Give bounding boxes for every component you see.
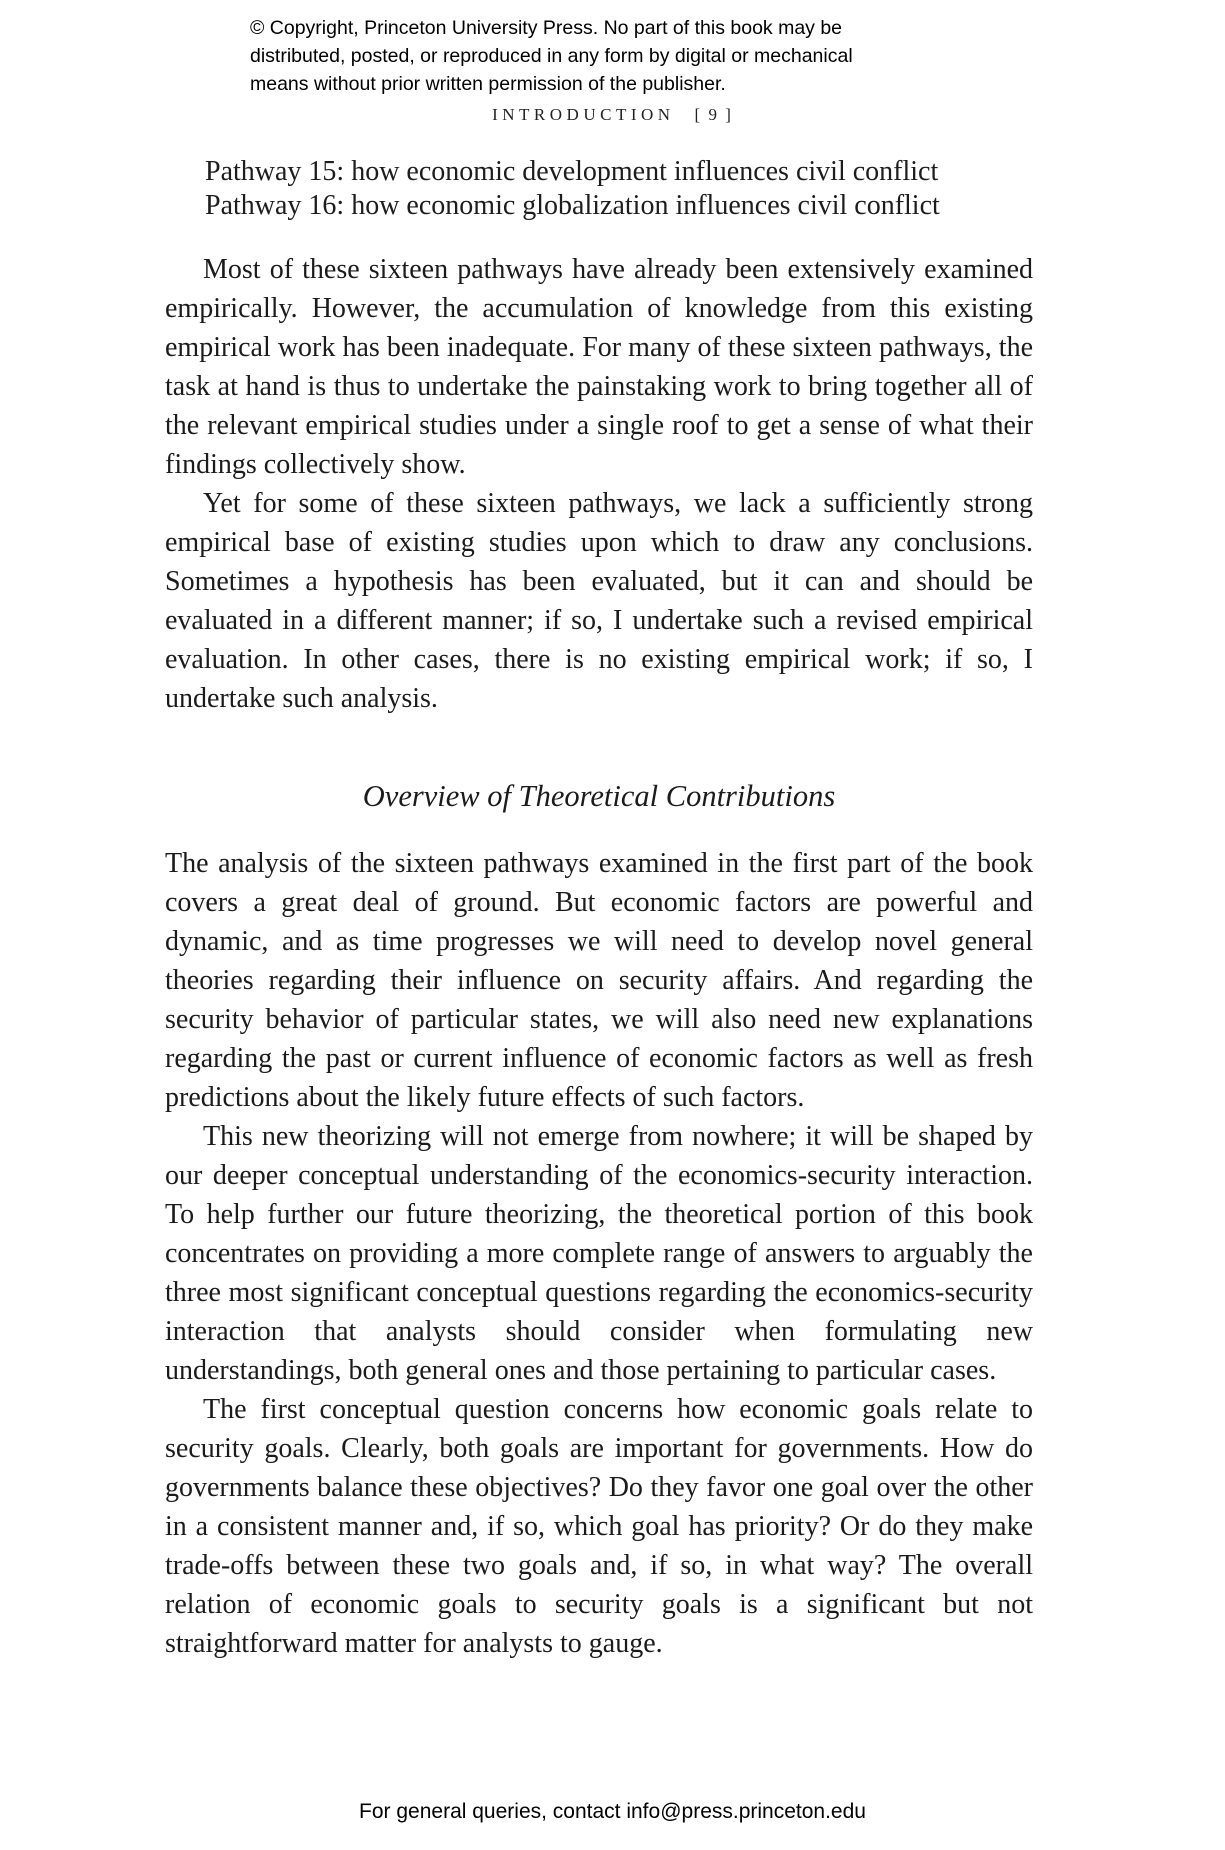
copyright-notice <box>250 14 1225 98</box>
page-number: [ 9 ] <box>694 105 733 124</box>
copyright-line: distributed, posted, or reproduced in any form by digital or mechanical <box>250 45 853 67</box>
text-column <box>165 155 1033 1663</box>
paragraphs-after-heading <box>165 844 1033 1663</box>
copyright-line: © Copyright, Princeton University Press. No part of this book may be <box>250 17 843 39</box>
paragraph: Most of these sixteen pathways have already been extensively examined empirically. However, the accumulation of knowledge from this existing empirical work has been inadequate. For many of these sixteen pathways, the task at hand is thus to undertake the painstaking work to bring together all of the relevant empirical studies under a single roof to get a sense of what their findings collectively show. <box>165 254 1033 480</box>
paragraph: This new theorizing will not emerge from nowhere; it will be shaped by our deeper conceptual understanding of the economics-security interaction. To help further our future theorizing, the theoretical portion of this book concentrates on providing a more complete range of answers to arguably the three most significant conceptual questions regarding the economics-security interaction that analysts should consider when formulating new understandings, both general ones and those pertaining to particular cases. <box>165 1121 1033 1386</box>
running-head <box>0 105 1225 125</box>
running-head-title: INTRODUCTION <box>492 105 675 124</box>
pathway-list <box>165 155 1033 223</box>
copyright-line: means without prior written permission of the publisher. <box>250 73 726 95</box>
paragraphs-before-heading <box>165 250 1033 718</box>
paragraph: The analysis of the sixteen pathways examined in the first part of the book covers a great deal of ground. But economic factors are powerful and dynamic, and as time progresses we will need to develop novel general theories regarding their influence on security affairs. And regarding the security behavior of particular states, we will also need new explanations regarding the past or current influence of economic factors as well as fresh predictions about the likely future effects of such factors. <box>165 848 1033 1113</box>
pathway-item: Pathway 15: how economic development influences civil conflict <box>205 156 939 187</box>
paragraph: The first conceptual question concerns how economic goals relate to security goals. Clearly, both goals are important for governments. How do governments balance these objectives? Do they favor one goal over the other in a consistent manner and, if so, which goal has priority? Or do they make trade-offs between these two goals and, if so, in what way? The overall relation of economic goals to security goals is a significant but not straightforward matter for analysts to gauge. <box>165 1394 1033 1659</box>
paragraph: Yet for some of these sixteen pathways, we lack a sufficiently strong empirical base of existing studies upon which to draw any conclusions. Sometimes a hypothesis has been evaluated, but it can and should be evaluated in a different manner; if so, I undertake such a revised empirical evaluation. In other cases, there is no existing empirical work; if so, I undertake such analysis. <box>165 488 1033 714</box>
footer-query-note: For general queries, contact info@press.princeton.edu <box>359 1800 866 1823</box>
pathway-item: Pathway 16: how economic globalization influences civil conflict <box>205 190 940 221</box>
section-heading: Overview of Theoretical Contributions <box>362 779 836 813</box>
